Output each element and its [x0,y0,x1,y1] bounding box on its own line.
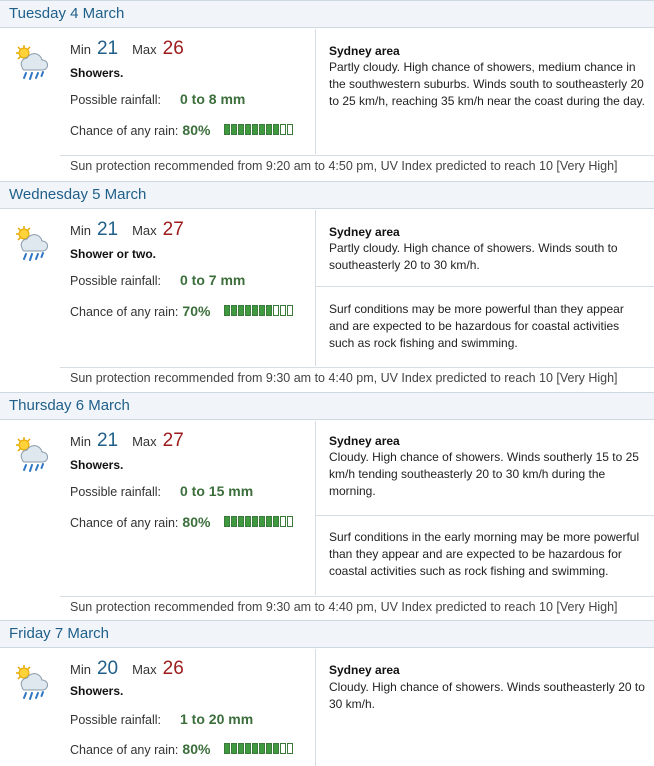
temperature-range [70,219,184,241]
rain-meter-segment [238,305,244,316]
day-heading: Tuesday 4 March [0,0,654,28]
showers-icon [13,42,51,82]
forecast-summary: Showers. [70,458,124,472]
min-temperature: 21 [96,38,119,59]
chance-of-rain-value: 80% [182,514,211,530]
rain-chance-meter [224,305,293,316]
min-label: Min [70,42,91,57]
chance-of-rain-label: Chance of any rain: [70,743,179,757]
area-title: Sydney area [329,44,400,58]
temperature-range [70,658,184,680]
rain-meter-segment [231,516,237,527]
max-temperature: 27 [162,219,184,240]
day-heading: Friday 7 March [0,620,654,648]
rain-meter-segment [238,743,244,754]
chance-of-rain-row [70,514,210,530]
day-forecast [0,392,654,620]
rain-meter-segment [224,743,230,754]
rain-chance-meter [224,516,293,527]
rain-meter-segment [287,516,293,527]
max-temperature: 26 [162,38,184,59]
rain-meter-segment [224,516,230,527]
rain-meter-segment [280,743,286,754]
forecast-summary: Showers. [70,66,124,80]
max-label: Max [132,662,157,677]
min-label: Min [70,223,91,238]
rain-meter-segment [231,124,237,135]
rain-meter-segment [259,305,265,316]
rain-meter-segment [224,124,230,135]
forecast-summary: Showers. [70,684,124,698]
rain-meter-segment [259,124,265,135]
min-label: Min [70,434,91,449]
max-label: Max [132,434,157,449]
max-temperature: 27 [162,430,184,451]
rain-meter-segment [252,516,258,527]
surf-warning-text: Surf conditions in the early morning may be more powerful than they appear and are expected to be hazardous for coastal activities such as rock fishing and swimming. [329,530,640,578]
sun-protection-note: Sun protection recommended from 9:30 am to 4:40 pm, UV Index predicted to reach 10 [Very High] [60,367,654,389]
column-divider [315,210,316,366]
forecast-text: Partly cloudy. High chance of showers. Winds south to southeasterly 20 to 30 km/h. [329,241,618,272]
chance-of-rain-value: 70% [182,303,211,319]
max-temperature: 26 [162,658,184,679]
column-divider [315,421,316,595]
rain-meter-segment [280,124,286,135]
possible-rainfall-label: Possible rainfall: [70,93,162,107]
showers-icon [13,223,51,263]
min-label: Min [70,662,91,677]
chance-of-rain-label: Chance of any rain: [70,305,179,319]
rain-meter-segment [245,124,251,135]
possible-rainfall-label: Possible rainfall: [70,485,162,499]
column-divider [315,649,316,766]
max-label: Max [132,223,157,238]
temperature-range [70,430,184,452]
column-divider [315,29,316,154]
warning-divider [316,286,654,287]
day-forecast [0,181,654,392]
rain-meter-segment [231,743,237,754]
forecast-text: Cloudy. High chance of showers. Winds southeasterly 20 to 30 km/h. [329,680,645,711]
forecast-text: Partly cloudy. High chance of showers, medium chance in the southwestern suburbs. Winds south to southeasterly 20 to 25 km/h, reaching 35 km/h near the coast during the day. [329,60,645,108]
rain-meter-segment [280,305,286,316]
surf-warning-text: Surf conditions may be more powerful than they appear and are expected to be hazardous for coastal activities such as rock fishing and swimming. [329,302,624,350]
showers-icon [13,434,51,474]
rain-chance-meter [224,124,293,135]
rain-meter-segment [287,305,293,316]
rain-meter-segment [245,516,251,527]
min-temperature: 20 [96,658,119,679]
chance-of-rain-value: 80% [182,122,211,138]
rain-meter-segment [231,305,237,316]
temperature-range [70,38,184,60]
rain-meter-segment [238,124,244,135]
rain-meter-segment [266,743,272,754]
rain-meter-segment [252,743,258,754]
rain-meter-segment [266,305,272,316]
day-forecast [0,620,654,766]
rain-meter-segment [252,124,258,135]
area-title: Sydney area [329,225,400,239]
chance-of-rain-label: Chance of any rain: [70,124,179,138]
possible-rainfall-value: 1 to 20 mm [180,711,254,727]
rain-meter-segment [252,305,258,316]
chance-of-rain-row [70,741,210,757]
rain-meter-segment [266,516,272,527]
rain-meter-segment [273,305,279,316]
max-label: Max [132,42,157,57]
rain-meter-segment [259,743,265,754]
rain-meter-segment [245,305,251,316]
min-temperature: 21 [96,219,119,240]
rain-meter-segment [273,743,279,754]
sun-protection-note: Sun protection recommended from 9:30 am to 4:40 pm, UV Index predicted to reach 10 [Very High] [60,596,654,618]
day-heading: Wednesday 5 March [0,181,654,209]
area-title: Sydney area [329,663,400,677]
chance-of-rain-value: 80% [182,741,211,757]
rain-meter-segment [280,516,286,527]
rain-meter-segment [224,305,230,316]
day-forecast [0,0,654,181]
area-title: Sydney area [329,434,400,448]
min-temperature: 21 [96,430,119,451]
possible-rainfall-value: 0 to 15 mm [180,483,254,499]
chance-of-rain-label: Chance of any rain: [70,516,179,530]
rain-meter-segment [287,743,293,754]
rain-meter-segment [238,516,244,527]
warning-divider [316,515,654,516]
showers-icon [13,662,51,702]
forecast-summary: Shower or two. [70,247,157,261]
day-heading: Thursday 6 March [0,392,654,420]
forecast-text: Cloudy. High chance of showers. Winds southerly 15 to 25 km/h tending southeasterly 20 to 30 km/h during the morning. [329,450,639,498]
possible-rainfall-label: Possible rainfall: [70,274,162,288]
possible-rainfall-value: 0 to 8 mm [180,91,246,107]
rain-meter-segment [245,743,251,754]
chance-of-rain-row [70,303,210,319]
rain-meter-segment [273,124,279,135]
rain-meter-segment [266,124,272,135]
rain-meter-segment [287,124,293,135]
rain-meter-segment [259,516,265,527]
rain-meter-segment [273,516,279,527]
chance-of-rain-row [70,122,210,138]
sun-protection-note: Sun protection recommended from 9:20 am to 4:50 pm, UV Index predicted to reach 10 [Very High] [60,155,654,177]
possible-rainfall-value: 0 to 7 mm [180,272,246,288]
possible-rainfall-label: Possible rainfall: [70,713,162,727]
rain-chance-meter [224,743,293,754]
